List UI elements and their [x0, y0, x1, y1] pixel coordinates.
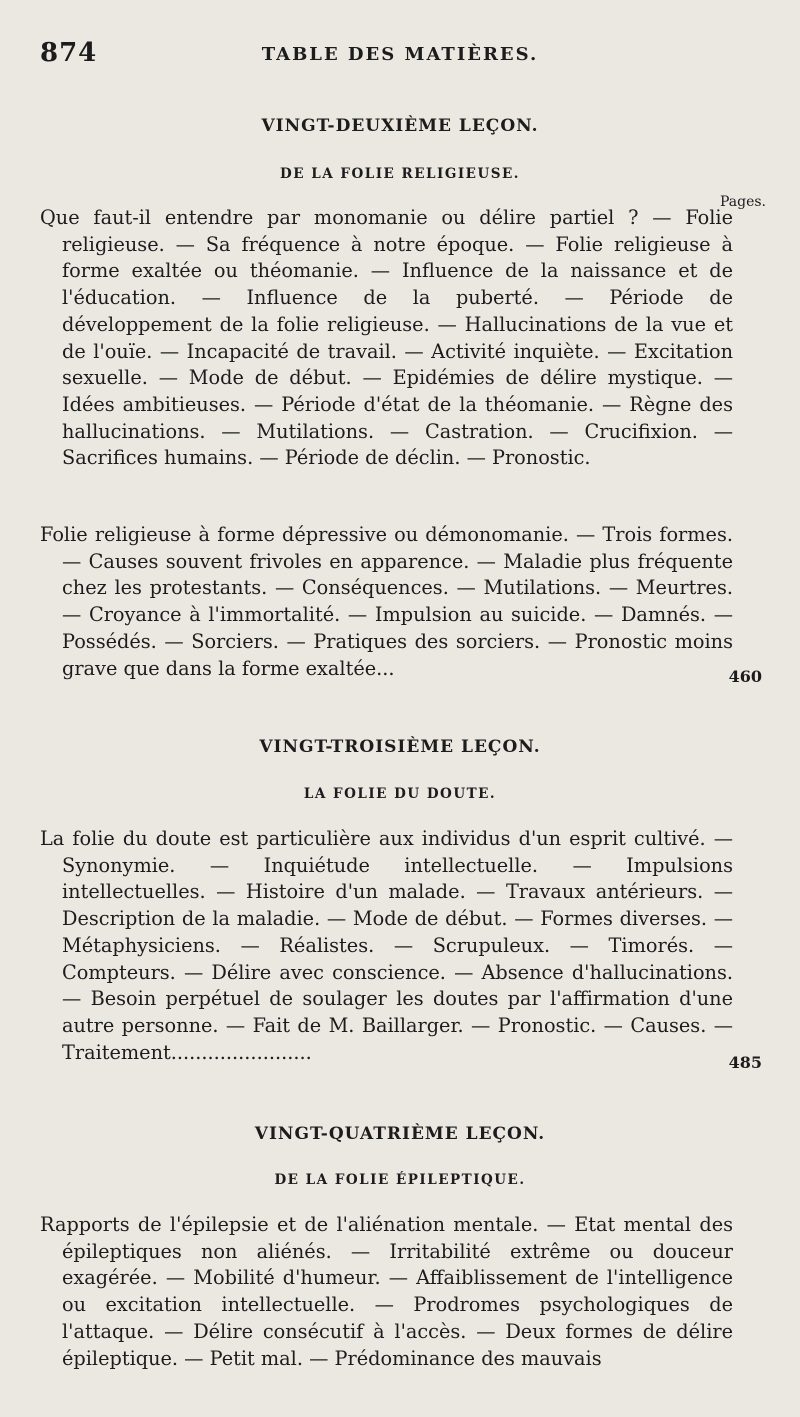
toc-paragraph: Folie religieuse à forme dépressive ou démonomanie. — Trois formes. — Causes souvent frivoles en apparence. — Maladie plus fréquente chez les protestants. — Conséquences. — Mutilations. — Meurtres. — Croyance à l'immortalité. — Impulsion au suicide. — Damnés. — Possédés. — Sorciers. — Pratiques des sorciers. — Pronostic moins grave que dans la forme exaltée...	[40, 523, 733, 680]
toc-paragraph: La folie du doute est particulière aux individus d'un esprit cultivé. — Synonymie. — Inquiétude intellectuelle. — Impulsions intellectuelles. — Histoire d'un malade. — Travaux antérieurs. — Description de la maladie. — Mode de début. — Formes diverses. — Métaphysiciens. — Réalistes. — Scrupuleux. — Timorés. — Compteurs. — Délire avec conscience. — Absence d'hallucinations. — Besoin perpétuel de soulager les doutes par l'affirmation d'une autre personne. — Fait de M. Baillarger. — Pronostic. — Causes. — Traitement.......................	[40, 827, 733, 1064]
lesson-title-24: VINGT-QUATRIÈME LEÇON.	[254, 1124, 546, 1144]
running-title: TABLE DES MATIÈRES.	[261, 44, 539, 65]
toc-paragraph: Que faut-il entendre par monomanie ou délire partiel ? — Folie religieuse. — Sa fréquence à notre époque. — Folie religieuse à forme exaltée ou théomanie. — Influence de la naissance et de l'éducation. — Influence de la puberté. — Période de développement de la folie religieuse. — Hallucinations de la vue et de l'ouïe. — Incapacité de travail. — Activité inquiète. — Excitation sexuelle. — Mode de début. — Epidémies de délire mystique. — Idées ambitieuses. — Période d'état de la théomanie. — Règne des hallucinations. — Mutilations. — Castration. — Crucifixion. — Sacrifices humains. — Période de déclin. — Pronostic.	[40, 206, 733, 470]
page-reference: 460	[728, 667, 762, 686]
lesson-subtitle-24: DE LA FOLIE ÉPILEPTIQUE.	[274, 1172, 526, 1188]
lesson-title-22: VINGT-DEUXIÈME LEÇON.	[261, 116, 539, 136]
lesson-title-23: VINGT-TROISIÈME LEÇON.	[259, 737, 541, 757]
page-reference: 485	[728, 1053, 762, 1072]
toc-paragraph: Rapports de l'épilepsie et de l'aliénation mentale. — Etat mental des épileptiques non aliénés. — Irritabilité extrême ou douceur exagérée. — Mobilité d'humeur. — Affaiblissement de l'intelligence ou excitation intellectuelle. — Prodromes psychologiques de l'attaque. — Délire consécutif à l'accès. — Deux formes de délire épileptique. — Petit mal. — Prédominance des mauvais	[40, 1213, 733, 1370]
lesson-subtitle-23: LA FOLIE DU DOUTE.	[303, 786, 497, 802]
page-number: 874	[40, 38, 98, 68]
pages-column-label: Pages.	[719, 194, 766, 210]
lesson-subtitle-22: DE LA FOLIE RELIGIEUSE.	[280, 166, 520, 182]
